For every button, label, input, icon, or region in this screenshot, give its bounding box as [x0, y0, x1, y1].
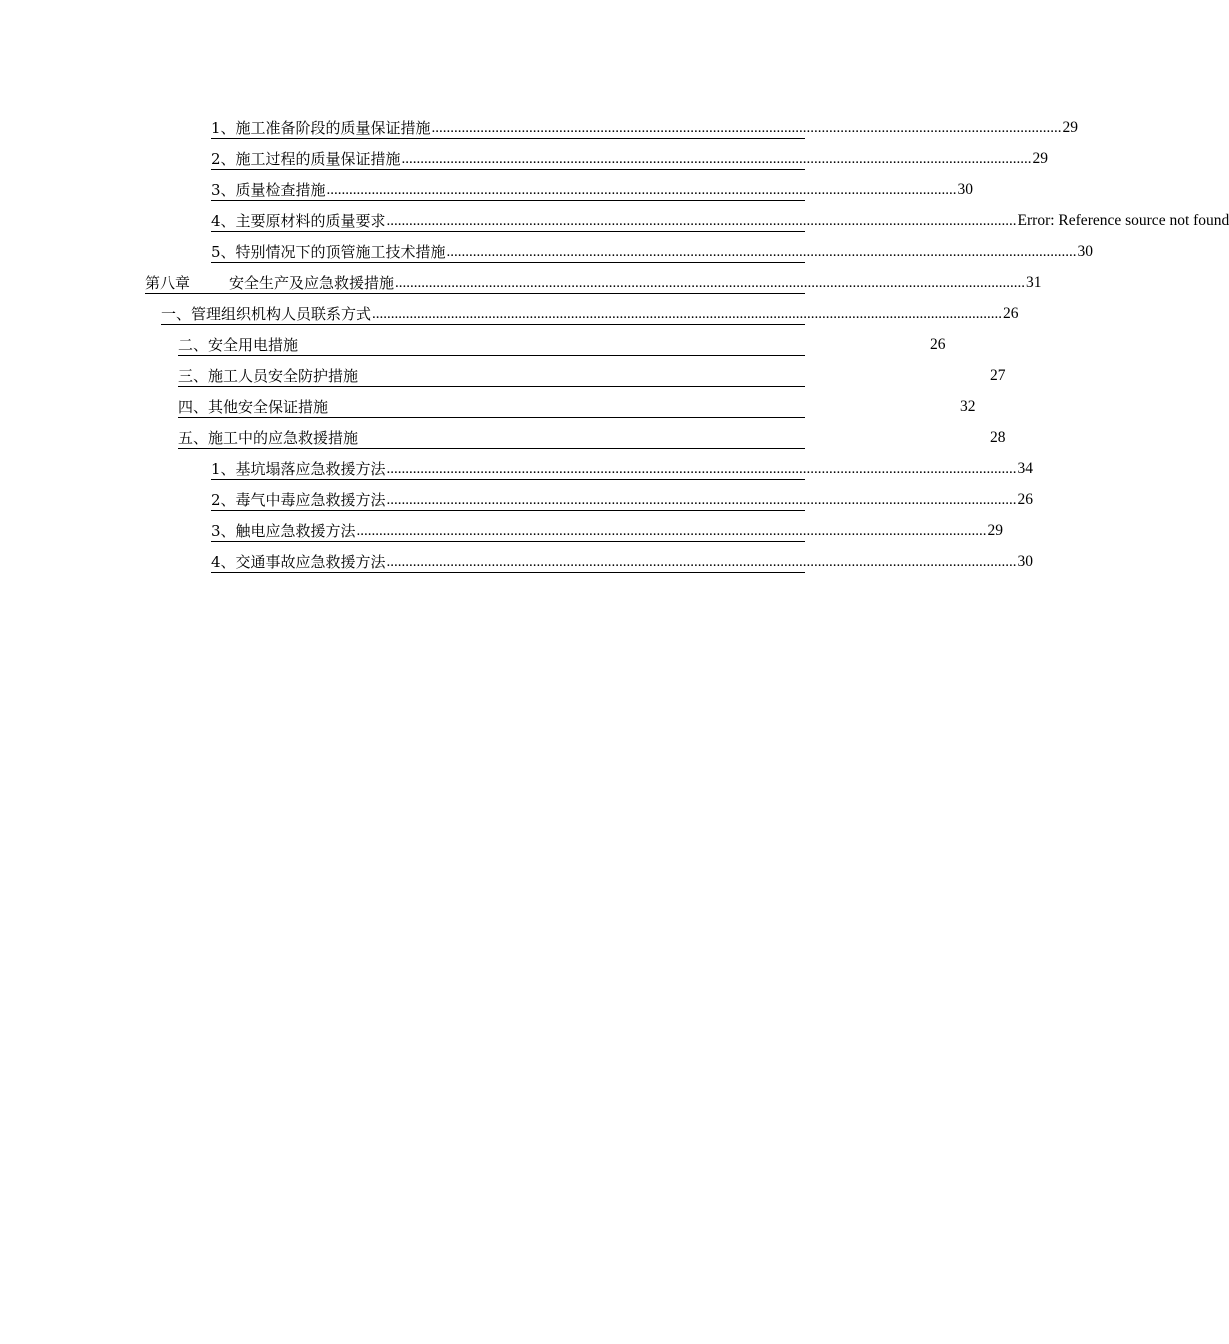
toc-page-number: 30: [1017, 553, 1034, 570]
toc-entry[interactable]: [211, 486, 1034, 511]
toc-reference-error: Error: Reference source not found: [1017, 212, 1229, 229]
toc-page-number: 26: [930, 336, 946, 353]
toc-dot-leader: ........................................................................................................................................................................: [386, 492, 1017, 508]
toc-entry-title: 二、安全用电措施: [178, 336, 299, 354]
toc-entry-title: 5、特别情况下的顶管施工技术措施: [211, 243, 446, 261]
toc-entry-title: 三、施工人员安全防护措施: [178, 367, 359, 385]
toc-dot-leader: ........................................................................................................................................................................: [386, 554, 1017, 570]
toc-entry[interactable]: [211, 114, 1079, 139]
toc-page-number: 32: [960, 398, 976, 415]
toc-dot-leader: ........................................................................................................................................................................: [431, 120, 1062, 136]
toc-entry-title: 一、管理组织机构人员联系方式: [161, 305, 372, 323]
toc-entry-title: 4、交通事故应急救援方法: [211, 553, 386, 571]
toc-entry-title: 4、主要原材料的质量要求: [211, 212, 386, 230]
toc-dot-leader: ........................................................................................................................................................................: [386, 213, 1017, 229]
toc-entry[interactable]: [178, 393, 976, 418]
toc-dot-leader: ........................................................................................................................................................................: [326, 182, 957, 198]
toc-dot-leader: ........................................................................................................................................................................: [356, 523, 987, 539]
toc-entry[interactable]: [211, 548, 1034, 573]
toc-entry-title: 四、其他安全保证措施: [178, 398, 329, 416]
toc-chapter-entry[interactable]: [145, 269, 1042, 294]
toc-entry[interactable]: [211, 238, 1094, 263]
toc-entry[interactable]: [211, 176, 974, 201]
toc-entry[interactable]: [211, 207, 1229, 232]
toc-entry[interactable]: [211, 517, 1004, 542]
toc-entry-title: 1、施工准备阶段的质量保证措施: [211, 119, 431, 137]
toc-dot-leader: ........................................................................................................................................................................: [395, 275, 1026, 291]
toc-entry-title: 3、质量检查措施: [211, 181, 326, 199]
toc-entry[interactable]: [178, 331, 946, 356]
toc-page-number: 26: [1017, 491, 1034, 508]
toc-entry[interactable]: [161, 300, 1019, 325]
toc-entry[interactable]: [211, 145, 1049, 170]
toc-entry[interactable]: [211, 455, 1034, 480]
toc-dot-leader: ........................................................................................................................................................................: [446, 244, 1077, 260]
toc-chapter-number: 第八章: [145, 274, 191, 292]
toc-entry-title: 3、触电应急救援方法: [211, 522, 356, 540]
toc-page-number: 27: [990, 367, 1006, 384]
toc-page-number: 26: [1003, 305, 1019, 322]
toc-entry-title: 1、基坑塌落应急救援方法: [211, 460, 386, 478]
toc-page-number: 29: [1062, 119, 1079, 136]
toc-entry-title: 2、毒气中毒应急救援方法: [211, 491, 386, 509]
toc-entry-title: 五、施工中的应急救援措施: [178, 429, 359, 447]
toc-page-number: 28: [990, 429, 1006, 446]
toc-page-number: 31: [1026, 274, 1042, 291]
toc-chapter-title: [145, 273, 394, 293]
toc-dot-leader: ........................................................................................................................................................................: [372, 306, 1003, 322]
toc-entry-title: 2、施工过程的质量保证措施: [211, 150, 401, 168]
toc-page-number: 30: [1077, 243, 1094, 260]
toc-entry[interactable]: [178, 424, 1006, 449]
toc-page-number: 29: [987, 522, 1004, 539]
toc-page-number: 29: [1032, 150, 1049, 167]
toc-dot-leader: ........................................................................................................................................................................: [386, 461, 1017, 477]
toc-entry[interactable]: [178, 362, 1006, 387]
toc-page-number: 30: [957, 181, 974, 198]
toc-page-number: 34: [1017, 460, 1034, 477]
toc-dot-leader: ........................................................................................................................................................................: [401, 151, 1032, 167]
toc-entry-title: 安全生产及应急救援措施: [229, 274, 395, 292]
